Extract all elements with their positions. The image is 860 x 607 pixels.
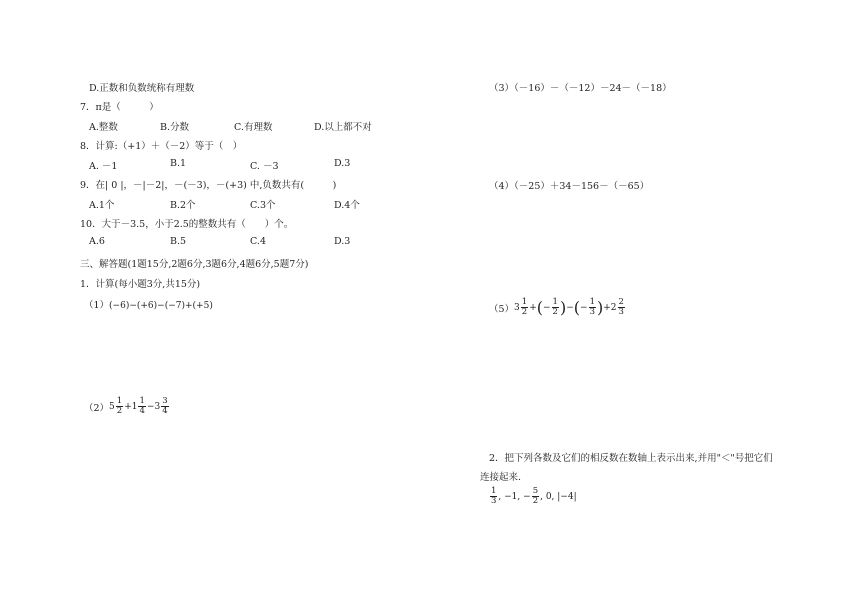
- problem-1-1: [84, 297, 213, 311]
- p2-absolute-value: |−4|: [557, 491, 577, 502]
- p2-fraction-g-numerator: 5: [532, 486, 539, 496]
- fraction-a-denominator: 2: [116, 406, 123, 416]
- q7-option-d: D.以上都不对: [314, 122, 372, 133]
- q10-option-b: B.5: [170, 236, 187, 247]
- problem-1-5-label: （5）: [489, 303, 515, 315]
- problem-1-4: （4）（－25）＋34－156－（－65）: [489, 181, 650, 192]
- p5-fraction-b-denominator: 2: [552, 307, 558, 317]
- fraction-a: [116, 397, 123, 416]
- problem-1-5: [489, 298, 626, 317]
- p5-fraction-b: [552, 298, 559, 317]
- q8-stem: 8．计算:（+1）＋（－2）等于（ ）: [80, 141, 243, 152]
- p2-separator-1: , −1, −: [498, 491, 531, 502]
- fraction-c-numerator: 3: [162, 396, 168, 406]
- p5-a-whole: 3: [514, 302, 520, 313]
- p5-fraction-d-denominator: 3: [618, 307, 624, 317]
- op-plus: +: [124, 401, 132, 412]
- op-minus: −: [146, 401, 155, 412]
- p5-paren-close-2: ): [596, 297, 604, 317]
- section-3-title: 三、解答题(1题15分,2题6分,3题6分,4题6分,5题7分): [80, 259, 309, 270]
- p2-fraction-f-numerator: 1: [491, 486, 497, 496]
- p5-paren-open-2: (: [573, 297, 581, 317]
- fraction-c-denominator: 4: [162, 406, 168, 416]
- mixed-c-whole: 3: [154, 401, 161, 412]
- problem-1-1-expression: (−6)−(+6)−(−7)+(+5): [109, 301, 213, 311]
- q10-option-c: C.4: [250, 236, 266, 247]
- problem-1-title: 1．计算(每小题3分,共15分): [80, 279, 201, 290]
- q9-option-d: D.4个: [334, 200, 360, 211]
- problem-1-2: [84, 397, 170, 416]
- fraction-a-numerator: 1: [116, 396, 123, 406]
- q7-option-a: A.整数: [89, 122, 118, 133]
- p5-paren-open-1: (: [536, 297, 543, 317]
- p2-fraction-g-denominator: 2: [532, 496, 539, 506]
- problem-2-line-1: 2．把下列各数及它们的相反数在数轴上表示出来,并用"＜"号把它们: [489, 453, 773, 464]
- p2-fraction-five-halves: [532, 487, 539, 506]
- problem-1-3: （3）（－16）－（－12）－24－（－18）: [489, 83, 672, 94]
- problem-2-number-list: [489, 487, 577, 506]
- p5-fraction-a-denominator: 2: [521, 307, 528, 317]
- p5-fraction-c-denominator: 3: [589, 307, 595, 317]
- q7-stem: 7．π是（ ）: [80, 102, 159, 113]
- q9-option-c: C.3个: [250, 200, 276, 211]
- p5-op-plus-1: +: [529, 302, 537, 313]
- fraction-b-denominator: 4: [139, 406, 145, 416]
- p5-neg-b: −: [543, 302, 551, 313]
- p5-fraction-d-numerator: 2: [618, 297, 624, 307]
- mixed-a-whole: 5: [109, 401, 115, 412]
- p5-d-whole: 2: [610, 302, 617, 313]
- p2-fraction-one-third: [490, 487, 497, 506]
- q8-option-a: A. －1: [89, 161, 118, 172]
- q8-option-b: B.1: [170, 158, 187, 169]
- q10-stem: 10．大于－3.5，小于2.5的整数共有（ ）个。: [80, 219, 294, 230]
- problem-2-line-2: 连接起来.: [480, 472, 522, 483]
- p5-fraction-a-numerator: 1: [521, 297, 528, 307]
- p5-fraction-c: [589, 298, 596, 317]
- mixed-b-whole: 1: [131, 401, 138, 412]
- fraction-c: [161, 397, 168, 416]
- q9-option-a: A.1个: [89, 200, 115, 211]
- fraction-b-numerator: 1: [139, 396, 145, 406]
- p5-fraction-a: [521, 298, 528, 317]
- p5-neg-c: −: [580, 302, 588, 313]
- q9-option-b: B.2个: [170, 200, 196, 211]
- problem-1-1-label: （1）: [84, 300, 110, 311]
- q7-option-b: B.分数: [160, 122, 190, 133]
- p5-op-minus: −: [566, 302, 574, 313]
- q9-stem: 9．在| 0 |，－|－2|，－(－3)，－(+3) 中,负数共有( ): [80, 180, 337, 191]
- p5-paren-close-1: ): [559, 297, 567, 317]
- p5-fraction-d: [618, 298, 625, 317]
- q6-option-d: D.正数和负数统称有理数: [89, 83, 195, 94]
- p5-fraction-b-numerator: 1: [552, 297, 558, 307]
- q10-option-d: D.3: [334, 236, 351, 247]
- q7-option-c: C.有理数: [234, 122, 273, 133]
- fraction-b: [138, 397, 145, 416]
- p2-fraction-f-denominator: 3: [491, 496, 497, 506]
- q8-option-d: D.3: [334, 158, 351, 169]
- p5-fraction-c-numerator: 1: [589, 297, 595, 307]
- q10-option-a: A.6: [89, 236, 105, 247]
- p5-op-plus-2: +: [603, 302, 611, 313]
- problem-1-2-label: （2）: [84, 402, 110, 414]
- p2-separator-2: , 0,: [540, 491, 558, 502]
- q8-option-c: C. －3: [250, 161, 279, 172]
